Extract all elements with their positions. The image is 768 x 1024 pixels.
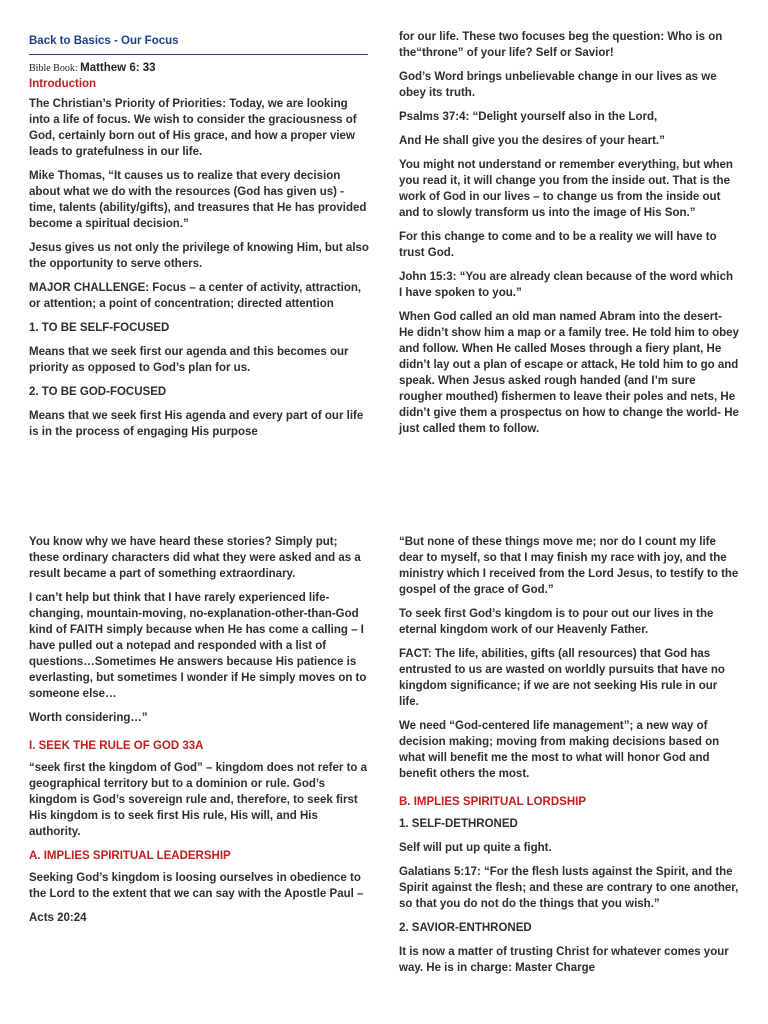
paragraph: Jesus gives us not only the privilege of knowing Him, but also the opportunity to serve others. xyxy=(29,242,369,270)
paragraph: For this change to come and to be a reality we will have to trust God. xyxy=(399,231,717,259)
scripture-quote: And He shall give you the desires of your heart.” xyxy=(399,135,665,147)
scripture-quote: John 15:3: “You are already clean because of the word which I have spoken to you.” xyxy=(399,271,734,299)
paragraph: for our life. These two focuses beg the question: Who is on the“throne” of your life? Self or Savior! xyxy=(399,31,723,59)
paragraph: Worth considering…” xyxy=(29,712,148,724)
document-title: Back to Basics - Our Focus xyxy=(29,35,179,47)
bible-book-label: Bible Book: xyxy=(29,63,78,74)
section-heading: B. IMPLIES SPIRITUAL LORDSHIP xyxy=(399,796,586,808)
section-heading: I. SEEK THE RULE OF GOD 33A xyxy=(29,740,204,752)
page2-left-column xyxy=(29,534,370,934)
scripture-quote: Psalms 37:4: “Delight yourself also in the Lord, xyxy=(399,111,658,123)
paragraph: We need “God-centered life management”; a new way of decision making; moving from making decisions based on what will benefit me the most to what will honor God and benefit others the most. xyxy=(399,720,720,780)
paragraph: Self will put up quite a fight. xyxy=(399,842,552,854)
page2-right-column xyxy=(399,534,739,984)
paragraph: Means that we seek first His agenda and every part of our life is in the process of engaging His purpose xyxy=(29,410,364,438)
bible-book-reference: Matthew 6: 33 xyxy=(80,62,156,74)
paragraph: To seek first God’s kingdom is to pour out our lives in the eternal kingdom work of our Heavenly Father. xyxy=(399,608,714,636)
scripture-reference: Acts 20:24 xyxy=(29,912,87,924)
paragraph: Means that we seek first our agenda and this becomes our priority as opposed to God’s plan for us. xyxy=(29,346,349,374)
paragraph: Mike Thomas, “It causes us to realize that every decision about what we do with the resources (God has given us) - time, talents (ability/gifts), and treasures that He has provided become a spiritual decision.” xyxy=(29,170,367,230)
subheading: 1. SELF-DETHRONED xyxy=(399,818,518,830)
document-page-1 xyxy=(0,0,768,490)
paragraph: Seeking God’s kingdom is loosing ourselves in obedience to the Lord to the extent that we can say with the Apostle Paul – xyxy=(29,872,364,900)
scripture-quote: “But none of these things move me; nor do I count my life dear to myself, so that I may finish my race with joy, and the ministry which I received from the Lord Jesus, to testify to the gospel of the grace of God.” xyxy=(399,536,739,596)
paragraph: You know why we have heard these stories? Simply put; these ordinary characters did what they were asked and as a result became a part of something extraordinary. xyxy=(29,536,361,580)
scripture-quote: Galatians 5:17: “For the flesh lusts against the Spirit, and the Spirit against the flesh; and these are contrary to one another, so that you do not do the things that you wish.” xyxy=(399,866,739,910)
subheading: 2. TO BE GOD-FOCUSED xyxy=(29,386,167,398)
bible-book-line xyxy=(29,61,370,76)
introduction-heading: Introduction xyxy=(29,78,97,90)
paragraph: I can’t help but think that I have rarely experienced life-changing, mountain-moving, no-explanation-other-than-God kind of FAITH simply because when He has come a calling – I have pulled out a notepad and responded with a list of questions…Sometimes He answers because His patience is everlasting, but sometimes I wonder if He simply moves on to someone else… xyxy=(29,592,367,700)
subheading: 1. TO BE SELF-FOCUSED xyxy=(29,322,170,334)
paragraph: When God called an old man named Abram into the desert- He didn’t show him a map or a family tree. He told him to obey and follow. When He called Moses through a fiery plant, He didn’t lay out a plan of escape or attack, He told him to go and speak. When Jesus asked rough handed (and I’m sure rougher mouthed) fishermen to leave their poles and nets, He didn’t give them a prospectus on how to change the world- He just called them to follow. xyxy=(399,311,739,435)
paragraph: “seek first the kingdom of God” – kingdom does not refer to a geographical territory but to a dominion or rule. God’s kingdom is God’s sovereign rule and, therefore, to seek first His kingdom is to seek first His rule, His will, and His authority. xyxy=(29,762,368,838)
paragraph: MAJOR CHALLENGE: Focus – a center of activity, attraction, or attention; a point of concentration; directed attention xyxy=(29,282,362,310)
paragraph: It is now a matter of trusting Christ for whatever comes your way. He is in charge: Master Charge xyxy=(399,946,729,974)
section-heading: A. IMPLIES SPIRITUAL LEADERSHIP xyxy=(29,850,231,862)
paragraph: God’s Word brings unbelievable change in our lives as we obey its truth. xyxy=(399,71,717,99)
paragraph: The Christian’s Priority of Priorities: Today, we are looking into a life of focus. We wish to consider the graciousness of God, certainly born out of His grace, and how a proper view leads to gratefulness in our life. xyxy=(29,98,357,158)
paragraph: FACT: The life, abilities, gifts (all resources) that God has entrusted to us are wasted on worldly pursuits that have no kingdom significance; if we are not seeking His rule in our life. xyxy=(399,648,725,708)
document-page-2 xyxy=(0,524,768,1024)
paragraph: You might not understand or remember everything, but when you read it, it will change you from the inside out. That is the work of God in our lives – to change us from the inside out and to slowly transform us into the image of His Son.” xyxy=(399,159,733,219)
subheading: 2. SAVIOR-ENTHRONED xyxy=(399,922,532,934)
page1-left-column xyxy=(29,33,370,448)
page1-right-column xyxy=(399,29,739,445)
title-divider xyxy=(29,54,368,55)
